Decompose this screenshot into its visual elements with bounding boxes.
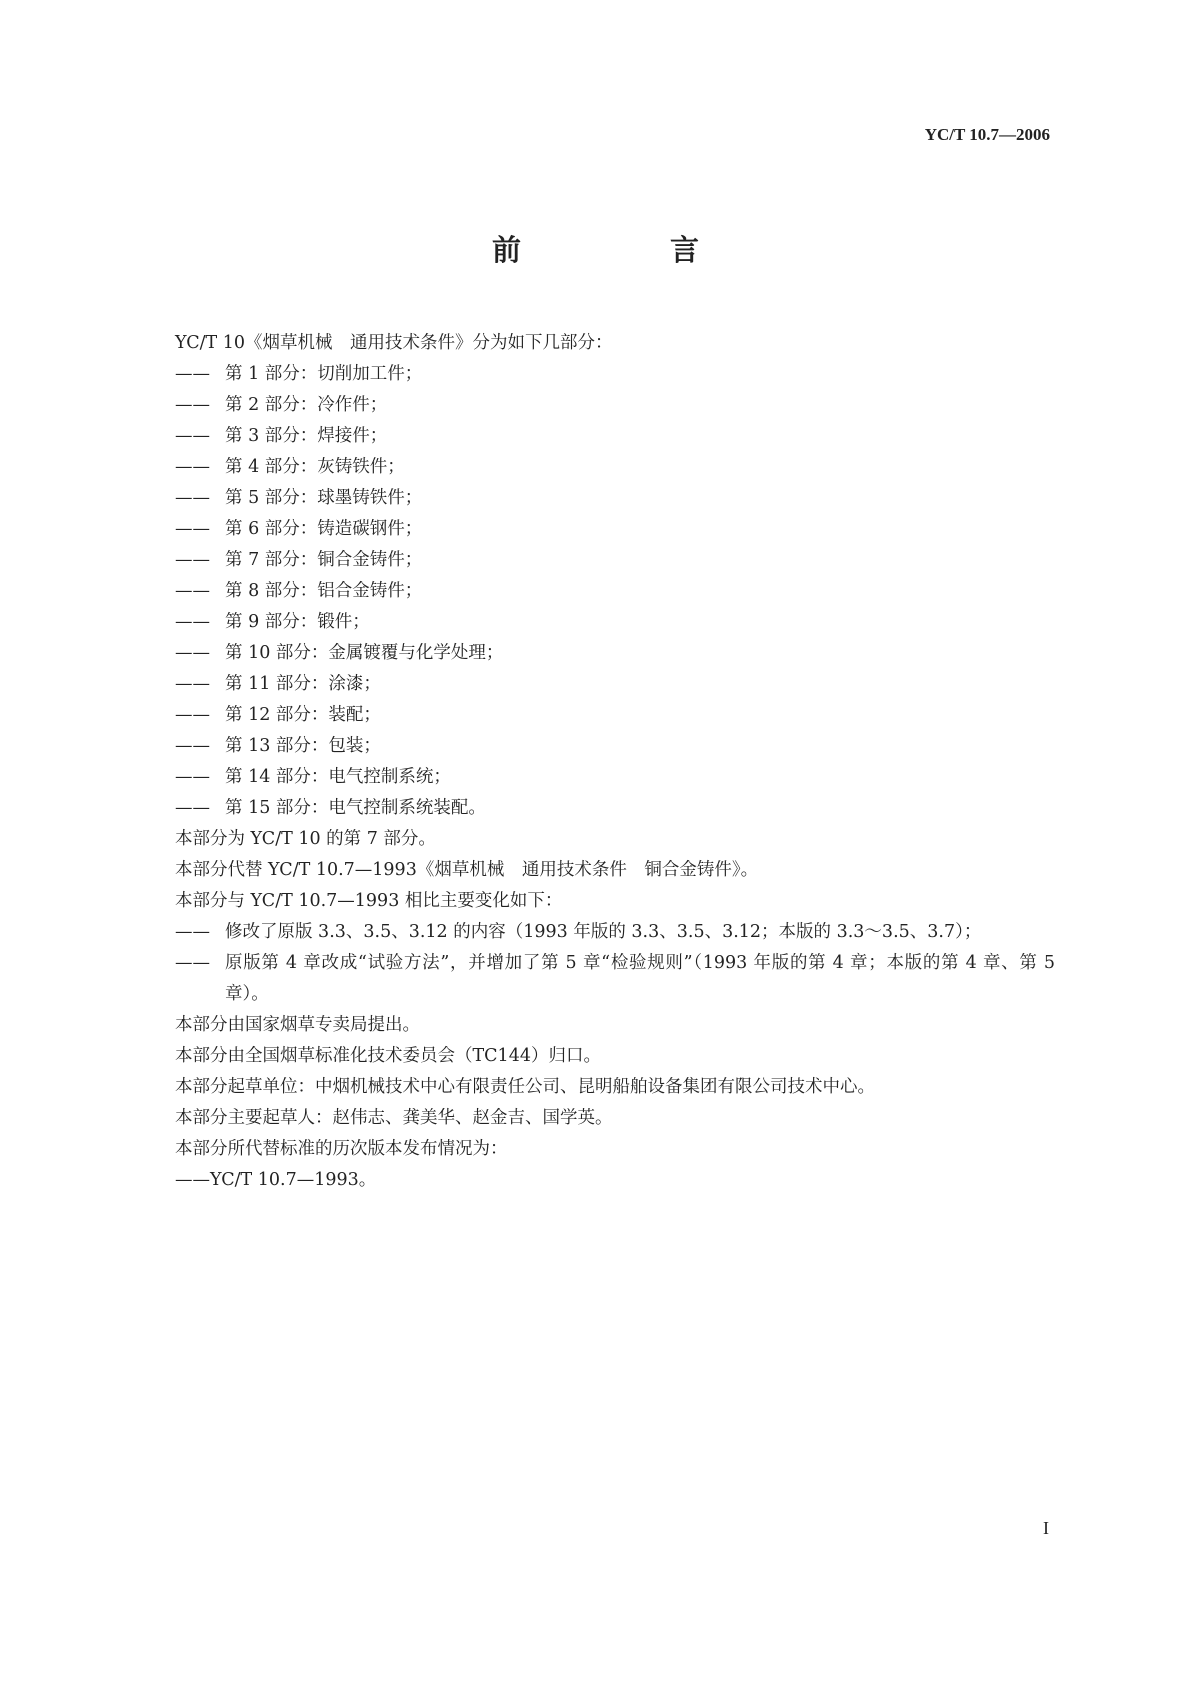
list-item: —— 第 1 部分：切削加工件；	[175, 359, 1055, 390]
history-paragraph: 本部分所代替标准的历次版本发布情况为：	[175, 1139, 508, 1159]
list-item: —— 第 10 部分：金属镀覆与化学处理；	[175, 638, 1055, 669]
list-dash: ——	[175, 674, 210, 694]
intro-paragraph: YC/T 10《烟草机械 通用技术条件》分为如下几部分：	[175, 333, 613, 353]
list-item: —— 第 9 部分：锻件；	[175, 607, 1055, 638]
changes-list	[175, 917, 1055, 1010]
list-item: —— 原版第 4 章改成“试验方法”，并增加了第 5 章“检验规则”（1993 年版的第 4 章；本版的第 4 章、第 5 章）。	[175, 948, 1055, 1010]
list-item: —— 第 11 部分：涂漆；	[175, 669, 1055, 700]
list-dash: ——	[175, 705, 210, 725]
part-of-paragraph: 本部分为 YC/T 10 的第 7 部分。	[175, 829, 436, 849]
list-dash: ——	[175, 612, 210, 632]
list-item: —— 第 13 部分：包装；	[175, 731, 1055, 762]
list-item: —— 修改了原版 3.3、3.5、3.12 的内容（1993 年版的 3.3、3.5、3.12；本版的 3.3～3.5、3.7）；	[175, 917, 1055, 948]
list-dash: ——	[175, 643, 210, 663]
foreword-body	[175, 328, 1055, 1196]
list-dash: ——	[175, 457, 210, 477]
history-item: ——YC/T 10.7—1993。	[175, 1170, 377, 1190]
list-item: —— 第 5 部分：球墨铸铁件；	[175, 483, 1055, 514]
list-dash: ——	[175, 953, 210, 973]
list-dash: ——	[175, 798, 210, 818]
list-dash: ——	[175, 550, 210, 570]
list-item: —— 第 2 部分：冷作件；	[175, 390, 1055, 421]
list-dash: ——	[175, 922, 210, 942]
page-title: 前 言	[491, 233, 759, 267]
changes-paragraph: 本部分与 YC/T 10.7—1993 相比主要变化如下：	[175, 891, 563, 911]
list-item: —— 第 6 部分：铸造碳钢件；	[175, 514, 1055, 545]
replaces-paragraph: 本部分代替 YC/T 10.7—1993《烟草机械 通用技术条件 铜合金铸件》。	[175, 860, 759, 880]
list-item: —— 第 12 部分：装配；	[175, 700, 1055, 731]
page-number: I	[1043, 1518, 1049, 1538]
list-item: —— 第 8 部分：铝合金铸件；	[175, 576, 1055, 607]
list-dash: ——	[175, 364, 210, 384]
drafting-units-paragraph: 本部分起草单位：中烟机械技术中心有限责任公司、昆明船舶设备集团有限公司技术中心。	[175, 1077, 875, 1097]
list-dash: ——	[175, 736, 210, 756]
list-dash: ——	[175, 581, 210, 601]
list-dash: ——	[175, 426, 210, 446]
list-dash: ——	[175, 488, 210, 508]
proposed-paragraph: 本部分由国家烟草专卖局提出。	[175, 1015, 420, 1035]
list-item: —— 第 4 部分：灰铸铁件；	[175, 452, 1055, 483]
drafters-paragraph: 本部分主要起草人：赵伟志、龚美华、赵金吉、国学英。	[175, 1108, 613, 1128]
list-item: —— 第 14 部分：电气控制系统；	[175, 762, 1055, 793]
list-item: —— 第 15 部分：电气控制系统装配。	[175, 793, 1055, 824]
list-dash: ——	[175, 519, 210, 539]
list-dash: ——	[175, 767, 210, 787]
parts-list	[175, 359, 1055, 824]
list-item: —— 第 7 部分：铜合金铸件；	[175, 545, 1055, 576]
list-item: —— 第 3 部分：焊接件；	[175, 421, 1055, 452]
list-dash: ——	[175, 395, 210, 415]
managed-paragraph: 本部分由全国烟草标准化技术委员会（TC144）归口。	[175, 1046, 601, 1066]
standard-code: YC/T 10.7—2006	[924, 125, 1050, 144]
